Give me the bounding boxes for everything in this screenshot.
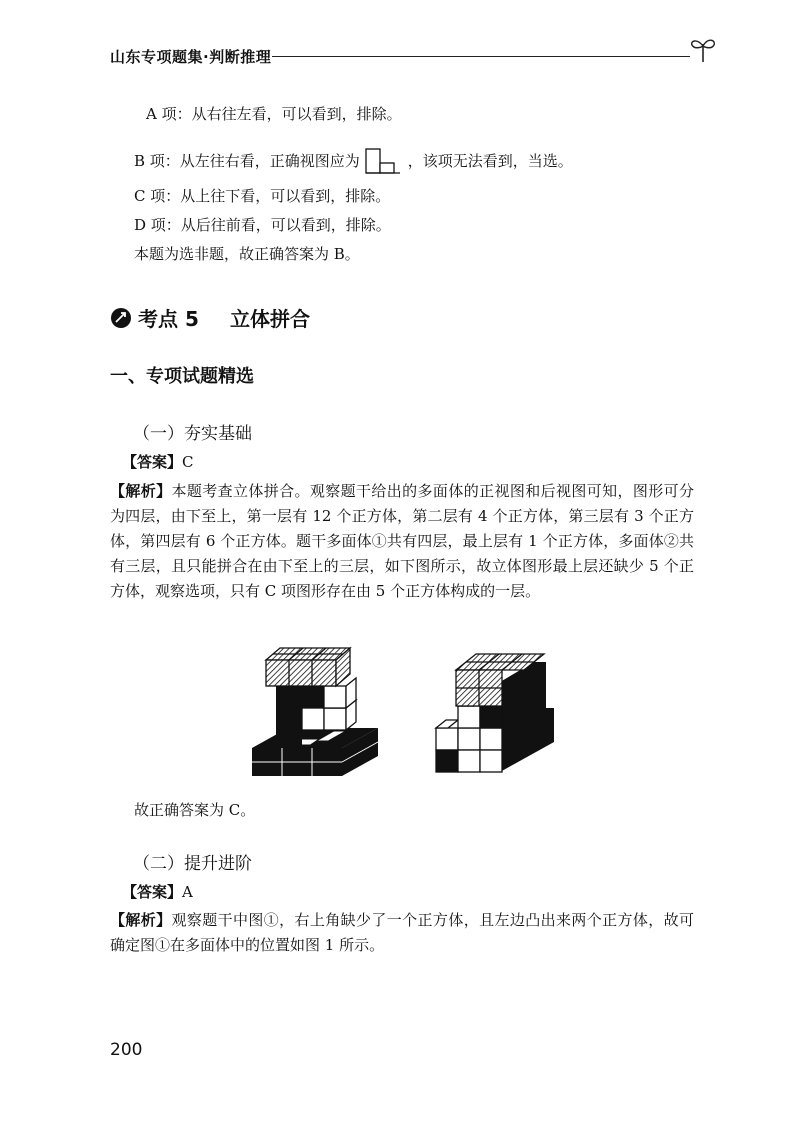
level1-heading: （一）夯实基础: [133, 424, 252, 444]
subsection-heading: 一、专项试题精选: [110, 366, 254, 387]
answer-value: A: [182, 883, 193, 901]
option-d-text: D 项：从后往前看，可以看到，排除。: [134, 216, 391, 234]
level1-analysis: [110, 479, 694, 604]
level1-conclusion: 故正确答案为 C。: [134, 801, 256, 819]
section-bullet-icon: [110, 307, 132, 329]
answer-tag: 【答案】: [122, 453, 183, 471]
side-view-figure: [364, 147, 404, 177]
analysis-tag: 【解析】: [110, 482, 172, 500]
page-number: 200: [110, 1040, 143, 1060]
section-label: 考点 5: [138, 307, 199, 331]
prev-conclusion: 本题为选非题，故正确答案为 B。: [134, 245, 360, 263]
level1-answer: [122, 452, 194, 472]
level2-answer: [122, 882, 193, 902]
option-b-text-after: ，该项无法看到，当选。: [407, 152, 573, 170]
option-b-line: [134, 146, 573, 177]
level2-analysis: [110, 908, 694, 958]
option-a-text: A 项：从右往左看，可以看到，排除。: [146, 105, 402, 123]
cube-assembly-figure-2: [434, 648, 556, 774]
analysis-text: 本题考查立体拼合。观察题干给出的多面体的正视图和后视图可知，图形可分为四层，由下至上，第一层有 12 个正方体，第二层有 4 个正方体，第三层有 3 个正方体，第四层有 6 个正方体。题干多面体①共有四层，最上层有 1 个正方体，多面体②共有三层，且只能拼合在由下至上的三层，如下图所示，故立体图形最上层还缺少 5 个正方体，观察选项，只有 C 项图形存在由 5 个正方体构成的一层。: [110, 482, 694, 600]
answer-value: C: [182, 453, 194, 471]
section-name: 立体拼合: [230, 307, 310, 331]
option-c-text: C 项：从上往下看，可以看到，排除。: [134, 187, 391, 205]
header-rule: [272, 56, 690, 57]
option-b-text-before: B 项：从左往右看，正确视图应为: [134, 152, 360, 170]
running-header-title: 山东专项题集·判断推理: [110, 48, 272, 66]
level2-heading: （二）提升进阶: [133, 854, 252, 874]
cube-assembly-figure-1: [250, 636, 380, 778]
answer-tag: 【答案】: [122, 883, 183, 901]
analysis-tag: 【解析】: [110, 911, 172, 929]
sprout-icon: [688, 34, 718, 64]
analysis-text: 观察题干中图①，右上角缺少了一个正方体，且左边凸出来两个正方体，故可确定图①在多面体中的位置如图 1 所示。: [110, 911, 694, 954]
